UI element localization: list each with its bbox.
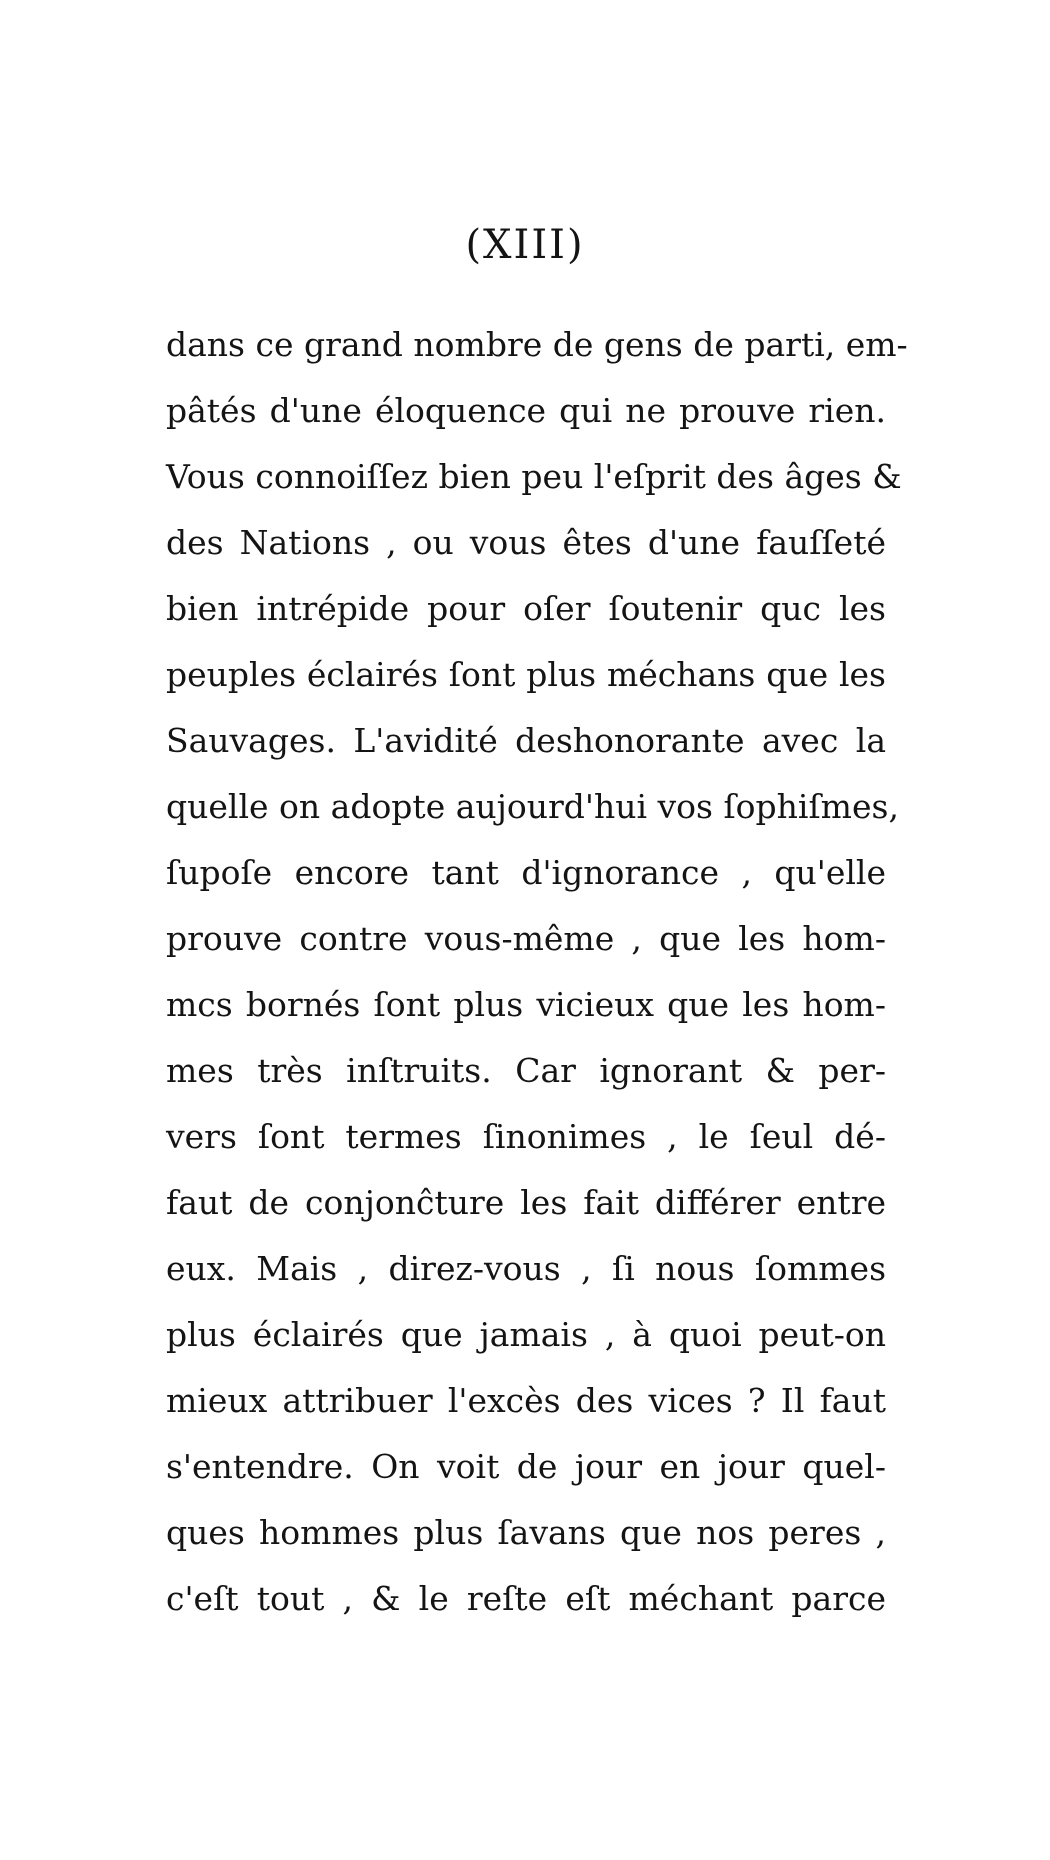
text-line: mcs bornés ſont plus vicieux que les hom- (166, 985, 886, 1024)
text-line: plus éclairés que jamais , à quoi peut-on (166, 1315, 886, 1354)
body-text (166, 312, 908, 1632)
text-line: faut de conjonĉture les fait différer entre (166, 1183, 886, 1222)
text-line: bien intrépide pour oſer ſoutenir quc les (166, 589, 886, 628)
text-line: s'entendre. On voit de jour en jour quel- (166, 1447, 886, 1486)
text-line: quelle on adopte aujourd'hui vos ſophiſmes, (166, 787, 899, 826)
text-line: eux. Mais , direz-vous , ſi nous ſommes (166, 1249, 886, 1288)
text-line: ſupoſe encore tant d'ignorance , qu'elle (166, 853, 886, 892)
text-line: Sauvages. L'avidité deshonorante avec la (166, 721, 886, 760)
text-line: dans ce grand nombre de gens de parti, em- (166, 325, 908, 364)
text-line: c'eſt tout , & le reſte eſt méchant parce (166, 1579, 886, 1618)
text-line: vers ſont termes ſinonimes , le ſeul dé- (166, 1117, 886, 1156)
text-line: des Nations , ou vous êtes d'une fauſſeté (166, 523, 886, 562)
text-line: Vous connoiſſez bien peu l'eſprit des âges & (166, 457, 902, 496)
page-number: (XIII) (465, 222, 585, 268)
text-line: ques hommes plus ſavans que nos peres , (166, 1513, 886, 1552)
text-line: mes très inſtruits. Car ignorant & per- (166, 1051, 886, 1090)
text-line: mieux attribuer l'excès des vices ? Il faut (166, 1381, 886, 1420)
text-line: prouve contre vous-même , que les hom- (166, 919, 886, 958)
text-line: peuples éclairés ſont plus méchans que les (166, 655, 886, 694)
text-line: pâtés d'une éloquence qui ne prouve rien. (166, 391, 886, 430)
